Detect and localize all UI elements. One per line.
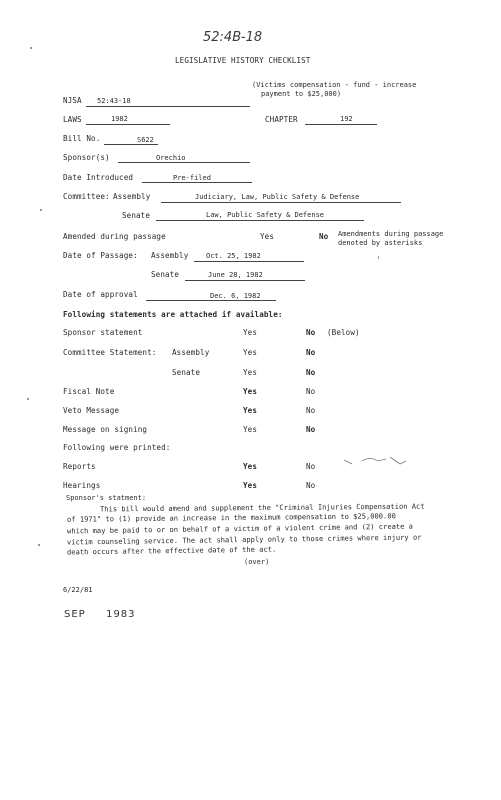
printed-yes: Yes [243, 481, 258, 490]
statement-no: No [306, 368, 316, 377]
laws-label: LAWS [63, 115, 82, 124]
njsa-label: NJSA [63, 96, 82, 105]
statement-label: Committee Statement: [63, 348, 157, 357]
statement-note: (Below) [327, 328, 360, 337]
passage-assembly-value: Oct. 25, 1982 [206, 252, 261, 260]
statement-label: Fiscal Note [63, 387, 115, 396]
sponsor-statement-line: which may be paid to or on behalf of a victim of a violent crime and (2) create a [66, 521, 413, 536]
amended-label: Amended during passage [63, 232, 166, 241]
statement-no: No [306, 387, 316, 396]
amended-note-line1: Amendments during passage [338, 230, 444, 238]
scan-speck [30, 47, 32, 49]
bill-description-line2: payment to $25,000) [261, 90, 342, 98]
laws-line [86, 124, 170, 125]
statement-label: Sponsor statement [63, 328, 143, 337]
bill-value: S622 [137, 136, 154, 144]
sponsor-line [118, 162, 250, 163]
printed-yes: Yes [243, 462, 258, 471]
statement-no: No [306, 328, 316, 337]
chapter-line [305, 124, 377, 125]
statement-label: Message on signing [63, 425, 148, 434]
njsa-line [86, 106, 250, 107]
received-stamp [64, 609, 136, 620]
sponsor-label: Sponsor(s) [63, 153, 110, 162]
page-title: LEGISLATIVE HISTORY CHECKLIST [175, 56, 311, 65]
sponsor-statement-line: This bill would amend and supplement the "Criminal Injuries Compensation Act [99, 501, 425, 514]
attached-heading: Following statements are attached if available: [63, 310, 283, 319]
printed-no: No [306, 481, 316, 490]
sponsor-value: Orechio [156, 154, 186, 162]
bill-description-line1: (Victims compensation - fund - increase [252, 81, 417, 89]
date-introduced-value: Pre-filed [173, 174, 211, 182]
printed-label: Hearings [63, 481, 101, 490]
statement-yes: Yes [243, 406, 258, 415]
committee-senate-label: Senate [122, 211, 151, 220]
passage-senate-line [185, 280, 305, 281]
committee-label: Committee: [63, 192, 110, 201]
statement-yes: Yes [243, 348, 258, 357]
stamp-month: SEP [64, 609, 86, 620]
pen-scribble-mark [342, 452, 412, 470]
committee-senate-value: Law, Public Safety & Defense [206, 211, 325, 219]
njsa-value: 52:43-18 [97, 97, 131, 105]
committee-senate-line [156, 220, 364, 221]
committee-assembly-value: Judiciary, Law, Public Safety & Defense [195, 193, 360, 201]
handwritten-statute-number: 52:4B-18 [203, 30, 263, 45]
statement-sub-label: Senate [172, 368, 201, 377]
over-note: (over) [244, 558, 270, 566]
sponsor-statement-heading: Sponsor's statment: [66, 494, 147, 502]
chapter-label: CHAPTER [265, 115, 298, 124]
passage-assembly-label: Assembly [151, 251, 189, 260]
amended-note-line2: denoted by asterisks [338, 239, 423, 247]
statement-yes: Yes [243, 425, 258, 434]
statement-no: No [306, 348, 316, 357]
laws-value: 1982 [111, 115, 128, 123]
stamp-year: 1983 [106, 609, 136, 620]
scan-speck [378, 256, 379, 259]
printed-heading: Following were printed: [63, 443, 171, 452]
approval-value: Dec. 6, 1982 [210, 292, 261, 300]
printed-no: No [306, 462, 316, 471]
statement-yes: Yes [243, 387, 258, 396]
amended-yes: Yes [260, 232, 275, 241]
amended-no: No [319, 232, 329, 241]
approval-line [146, 300, 276, 301]
statement-sub-label: Assembly [172, 348, 210, 357]
chapter-value: 192 [340, 115, 353, 123]
statement-yes: Yes [243, 328, 258, 337]
passage-assembly-line [194, 261, 304, 262]
committee-assembly-line [161, 202, 401, 203]
date-introduced-label: Date Introduced [63, 173, 134, 182]
passage-senate-value: June 28, 1982 [208, 271, 263, 279]
statement-label: Veto Message [63, 406, 120, 415]
date-passage-label: Date of Passage: [63, 251, 138, 260]
committee-assembly-label: Assembly [113, 192, 151, 201]
printed-label: Reports [63, 462, 96, 471]
scan-speck [27, 398, 29, 400]
statement-yes: Yes [243, 368, 258, 377]
sponsor-statement-line: victim counseling service. The act shall apply only to those crimes where injury or [66, 532, 422, 547]
form-date: 6/22/81 [63, 586, 93, 594]
scan-speck [38, 544, 40, 546]
statement-no: No [306, 406, 316, 415]
sponsor-statement-line: of 1971" to (1) provide an increase in the maximum compensation to $25,000.00 [66, 511, 396, 524]
scan-speck [40, 209, 42, 211]
approval-label: Date of approval [63, 290, 138, 299]
statement-no: No [306, 425, 316, 434]
passage-senate-label: Senate [151, 270, 180, 279]
bill-line [104, 144, 158, 145]
sponsor-statement-line: death occurs after the effective date of the act. [66, 544, 277, 557]
date-introduced-line [142, 182, 252, 183]
bill-label: Bill No. [63, 134, 101, 143]
